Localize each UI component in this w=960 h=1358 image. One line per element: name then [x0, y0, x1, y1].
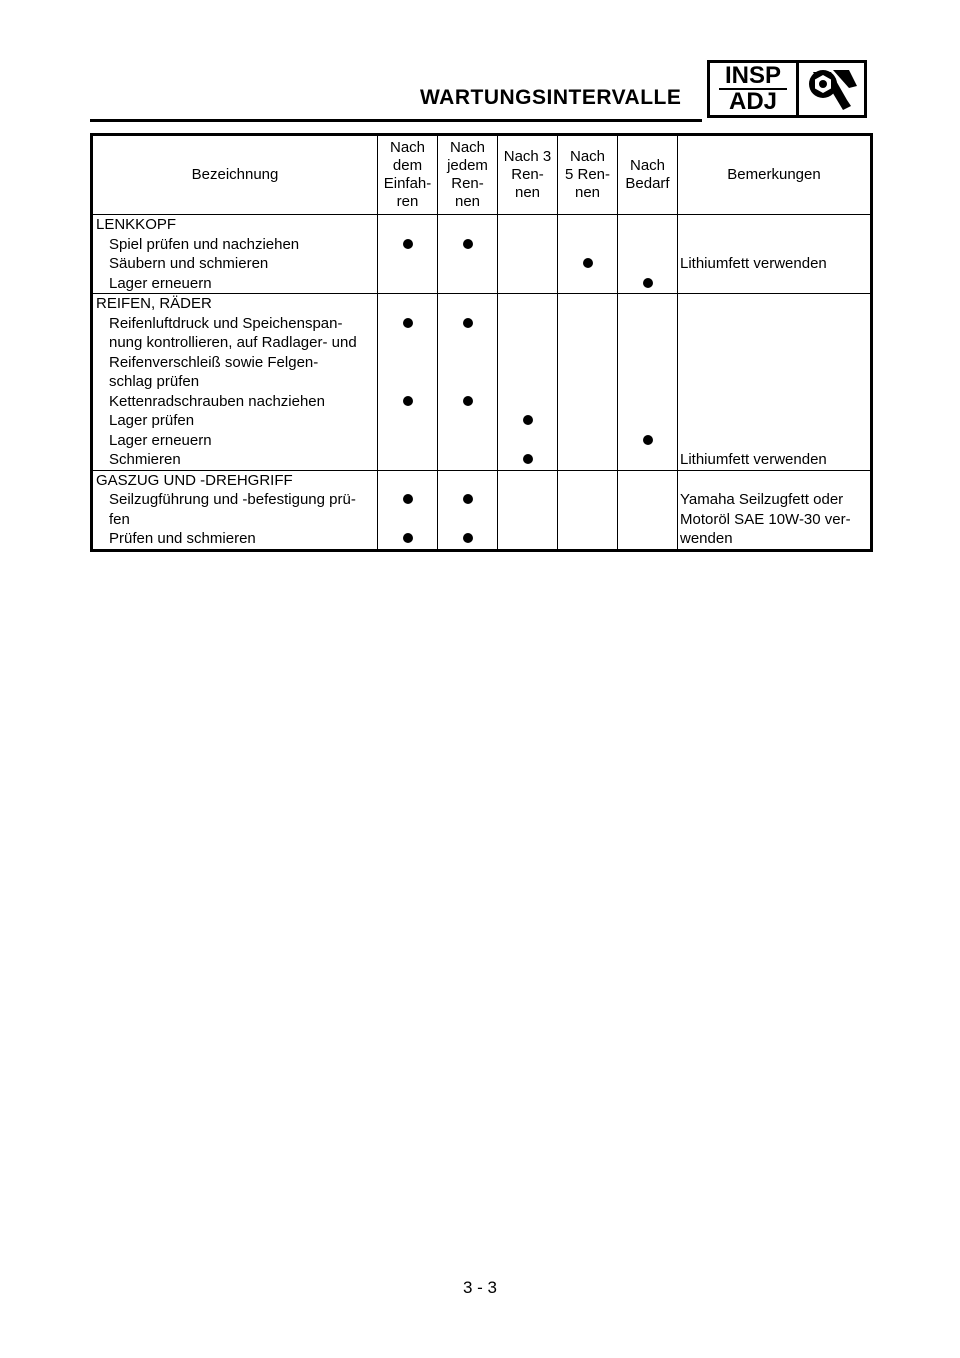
remark-text [678, 431, 870, 451]
page-number: 3 - 3 [462, 1278, 498, 1297]
remark-text [678, 411, 870, 431]
section-title: GASZUG UND -DREHGRIFF [96, 471, 293, 489]
item-text: fen [109, 510, 130, 528]
maintenance-table [90, 133, 873, 552]
interval-cell [618, 470, 678, 550]
interval-mark-icon [523, 454, 533, 464]
interval-mark-icon [403, 396, 413, 406]
interval-mark-icon [403, 318, 413, 328]
item-text: schlag prüfen [109, 373, 200, 390]
interval-mark-icon [643, 278, 653, 288]
interval-mark-icon [583, 258, 593, 268]
remark-text [678, 372, 870, 392]
remark-text: Yamaha Seilzugfett oder [680, 491, 844, 508]
item-text: Lager erneuern [109, 274, 212, 292]
remark-text [678, 353, 870, 373]
header-cell: Bemerkungen [678, 135, 872, 215]
interval-cell [558, 294, 618, 471]
interval-cell [498, 294, 558, 471]
interval-cell [378, 294, 438, 471]
badge-line-1: INSP [719, 65, 787, 90]
interval-mark-icon [463, 533, 473, 543]
interval-mark-icon [403, 239, 413, 249]
interval-cell [498, 470, 558, 550]
badge-line-2: ADJ [728, 88, 777, 115]
header-cell: Nach dem Einfah- ren [378, 135, 438, 215]
interval-mark-icon [403, 494, 413, 504]
interval-cell [378, 215, 438, 294]
remark-cell [678, 470, 872, 550]
description-cell [92, 470, 378, 550]
table-row [92, 470, 872, 550]
interval-cell [438, 215, 498, 294]
interval-mark-icon [463, 239, 473, 249]
description-cell [92, 294, 378, 471]
item-text: Reifenverschleiß sowie Felgen- [109, 353, 319, 371]
remark-text: Lithiumfett verwenden [680, 451, 827, 468]
item-text: Seilzugführung und -befestigung prü- [109, 491, 356, 508]
item-text: nung kontrollieren, auf Radlager- und [109, 334, 357, 351]
item-text: Schmieren [109, 451, 181, 468]
header-cell: Bezeichnung [92, 135, 378, 215]
table-row [92, 294, 872, 471]
page-title: WARTUNGSINTERVALLE [420, 86, 682, 109]
item-text: Reifenluftdruck und Speichenspan- [109, 314, 343, 332]
item-text: Lager prüfen [109, 412, 195, 429]
remark-text [678, 392, 870, 412]
header-row [92, 135, 872, 215]
remark-text [678, 314, 870, 334]
item-text: Kettenradschrauben nachziehen [109, 392, 325, 410]
insp-adj-badge [707, 60, 867, 118]
remark-text: wenden [680, 530, 733, 547]
item-text: Säubern und schmieren [109, 255, 269, 272]
header-cell: Nach 5 Ren- nen [558, 135, 618, 215]
section-title: LENKKOPF [96, 216, 177, 233]
interval-cell [438, 294, 498, 471]
remark-cell [678, 294, 872, 471]
remark-text [678, 274, 870, 294]
badge-text [710, 63, 799, 115]
description-cell [92, 215, 378, 294]
title-underline [90, 119, 702, 122]
header-cell: Nach jedem Ren- nen [438, 135, 498, 215]
interval-mark-icon [463, 396, 473, 406]
interval-cell [618, 215, 678, 294]
interval-cell [618, 294, 678, 471]
item-text: Spiel prüfen und nachziehen [109, 235, 300, 253]
interval-mark-icon [463, 318, 473, 328]
remark-cell [678, 215, 872, 294]
remark-text: Lithiumfett verwenden [680, 255, 827, 272]
interval-cell [558, 215, 618, 294]
interval-mark-icon [523, 415, 533, 425]
interval-mark-icon [643, 435, 653, 445]
wrench-nut-icon [799, 63, 864, 115]
remark-text: Motoröl SAE 10W-30 ver- [680, 510, 851, 528]
section-title: REIFEN, RÄDER [96, 295, 212, 312]
header-cell: Nach 3 Ren- nen [498, 135, 558, 215]
interval-mark-icon [463, 494, 473, 504]
interval-mark-icon [403, 533, 413, 543]
remark-text [678, 235, 870, 255]
interval-cell [378, 470, 438, 550]
remark-text [678, 333, 870, 353]
table-row [92, 215, 872, 294]
interval-cell [438, 470, 498, 550]
header-cell: Nach Bedarf [618, 135, 678, 215]
item-text: Lager erneuern [109, 431, 212, 449]
interval-cell [558, 470, 618, 550]
item-text: Prüfen und schmieren [109, 530, 256, 547]
interval-cell [498, 215, 558, 294]
table-body [92, 215, 872, 551]
